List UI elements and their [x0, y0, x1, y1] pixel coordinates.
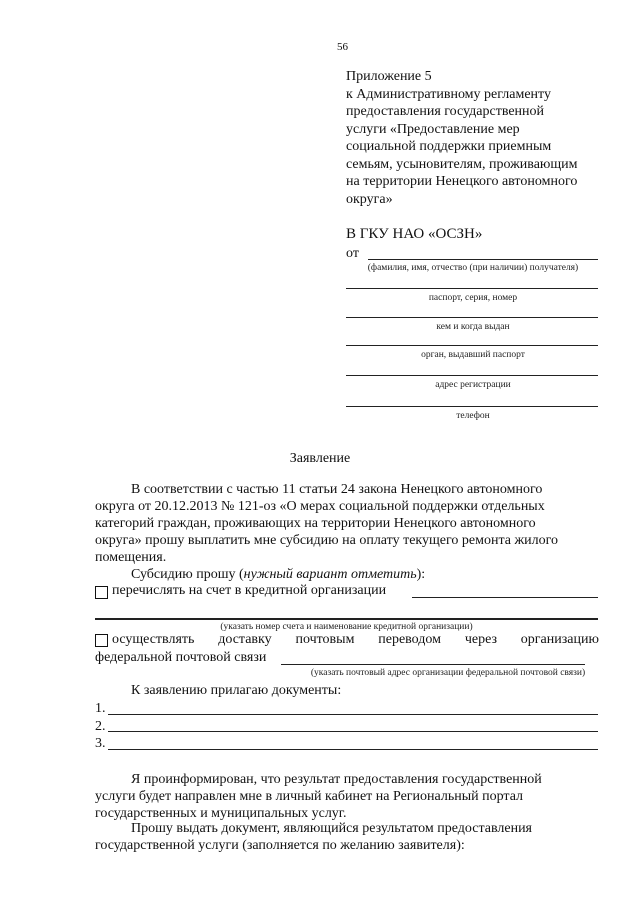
subsidy-suffix: ): — [416, 567, 426, 582]
option2-word: почтовым — [295, 632, 355, 647]
intro-line: округа от 20.12.2013 № 121-оз «О мерах социальной поддержки отдельных — [95, 499, 545, 514]
option1-label: перечислять на счет в кредитной организации — [112, 583, 387, 598]
subsidy-hint: нужный вариант отметить — [243, 567, 417, 582]
informed-paragraph — [95, 771, 599, 822]
option2-word: осуществлять — [112, 632, 195, 647]
option2-word: организацию — [520, 632, 599, 647]
appendix-line: округа» — [346, 191, 393, 207]
phone-caption: телефон — [456, 411, 490, 421]
option1-account-line[interactable] — [95, 618, 598, 620]
appendix-line: семьям, усыновителям, проживающим — [346, 156, 578, 172]
name-field-line[interactable] — [368, 259, 598, 260]
appendix-block — [346, 68, 608, 208]
option2-address-line[interactable] — [281, 664, 585, 665]
option2-word: доставку — [218, 632, 272, 647]
option2-line2: федеральной почтовой связи — [95, 650, 267, 665]
intro-line: округа» прошу выплатить мне субсидию на оплату текущего ремонта жилого — [95, 533, 559, 548]
address-field-line[interactable] — [346, 375, 598, 376]
appendix-line: на территории Ненецкого автономного — [346, 174, 578, 189]
issued-field-line[interactable] — [346, 317, 598, 318]
from-label: от — [346, 246, 359, 261]
option1-checkbox[interactable] — [95, 586, 108, 599]
name-caption: (фамилия, имя, отчество (при наличии) получателя) — [367, 263, 579, 273]
option1-inline-line[interactable] — [412, 597, 598, 598]
intro-line: помещения. — [95, 550, 167, 565]
request-paragraph — [95, 820, 599, 854]
appendix-line: предоставления государственной — [346, 104, 545, 119]
issued-caption: кем и когда выдан — [436, 322, 510, 332]
option1-caption: (указать номер счета и наименование кредитной организации) — [220, 622, 473, 632]
appendix-line: Приложение 5 — [346, 69, 432, 84]
passport-caption: паспорт, серия, номер — [428, 293, 518, 303]
informed-line: государственных и муниципальных услуг. — [95, 806, 347, 821]
option2-word: через — [464, 632, 497, 647]
option2-caption: (указать почтовый адрес организации федеральной почтовой связи) — [310, 668, 586, 678]
document-number: 2. — [95, 719, 106, 734]
authority-field-line[interactable] — [346, 345, 598, 346]
document-number: 1. — [95, 701, 106, 716]
document-number: 3. — [95, 736, 106, 751]
document-title: Заявление — [289, 451, 351, 466]
intro-line: В соответствии с частью 11 статьи 24 закона Ненецкого автономного — [131, 482, 543, 497]
appendix-line: к Административному регламенту — [346, 86, 551, 102]
page-number: 56 — [337, 41, 348, 53]
authority-caption: орган, выдавший паспорт — [421, 350, 525, 360]
request-line: Прошу выдать документ, являющийся результатом предоставления — [131, 821, 532, 836]
subsidy-label — [131, 567, 425, 583]
appendix-line: социальной поддержки приемным — [346, 139, 552, 154]
document-line-1[interactable] — [108, 714, 598, 715]
option2-word: переводом — [378, 632, 441, 647]
intro-paragraph — [95, 481, 599, 566]
address-caption: адрес регистрации — [435, 380, 511, 390]
informed-line: услуги будет направлен мне в личный кабинет на Региональный портал — [95, 789, 524, 804]
appendix-line: услуги «Предоставление мер — [346, 121, 520, 137]
phone-field-line[interactable] — [346, 406, 598, 407]
request-line: государственной услуги (заполняется по желанию заявителя): — [95, 838, 465, 853]
document-line-2[interactable] — [108, 731, 598, 732]
passport-field-line[interactable] — [346, 288, 598, 289]
intro-line: категорий граждан, проживающих на территории Ненецкого автономного — [95, 516, 536, 531]
documents-label: К заявлению прилагаю документы: — [131, 683, 342, 698]
subsidy-prefix: Субсидию прошу ( — [131, 567, 244, 582]
option2-line1 — [112, 632, 599, 648]
informed-line: Я проинформирован, что результат предоставления государственной — [131, 772, 542, 787]
addressee: В ГКУ НАО «ОСЗН» — [346, 226, 483, 242]
option2-checkbox[interactable] — [95, 634, 108, 647]
document-line-3[interactable] — [108, 749, 598, 750]
